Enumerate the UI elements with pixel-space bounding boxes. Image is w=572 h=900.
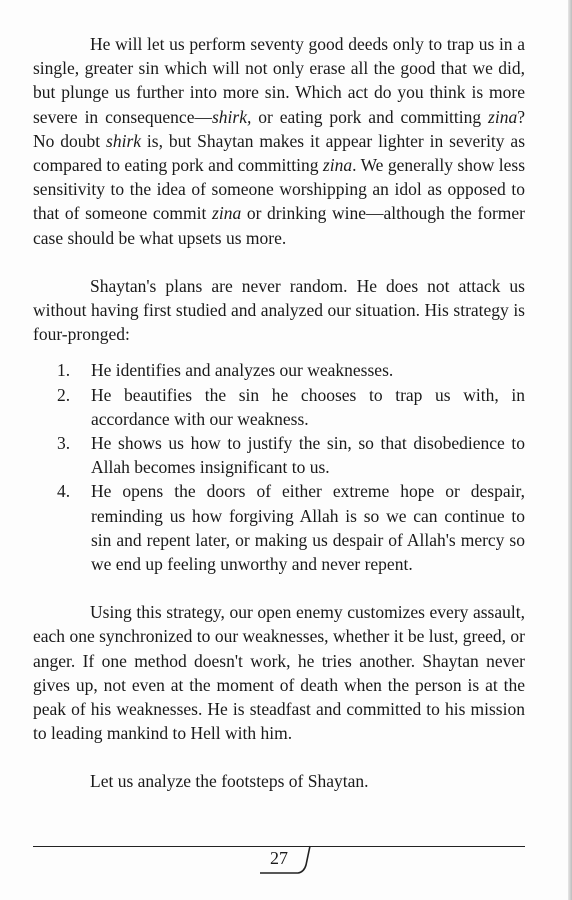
page-edge-shadow	[568, 0, 572, 900]
body-text	[33, 32, 525, 794]
list-text: He identifies and analyzes our weaknesses.	[91, 360, 394, 381]
text-run: . We generally show less sensitivity to the idea of someone worshipping an idol as opposed to that of someone commit	[33, 155, 526, 224]
italic-term: shirk	[106, 130, 142, 151]
list-item	[33, 383, 525, 431]
text-run: He will let us perform seventy good deeds only to trap us in a single, greater sin which will not only erase all the good that we did, but plunge us further into more sin. Which act do you think is more severe in consequence—	[33, 34, 525, 127]
list-text: He shows us how to justify the sin, so that disobedience to Allah becomes insignificant to us.	[91, 433, 525, 478]
list-text: He opens the doors of either extreme hope or despair, reminding us how forgiving Allah is so we can continue to sin and repent later, or making us despair of Allah's mercy so we end up feeling unworthy and never repent.	[91, 481, 525, 575]
italic-term: zina	[488, 106, 518, 127]
list-number: 2.	[57, 384, 71, 405]
strategy-list	[33, 358, 525, 576]
list-number: 3.	[57, 433, 71, 454]
text-run: ? No doubt	[33, 106, 525, 151]
text-run: or drinking wine—although the former case should be what upsets us more.	[33, 203, 525, 248]
italic-term: zina	[212, 203, 242, 224]
italic-term: shirk,	[211, 106, 252, 127]
text-run: or eating pork and committing	[251, 106, 489, 127]
list-number: 4.	[57, 481, 71, 502]
list-item	[33, 431, 525, 479]
list-item	[33, 479, 525, 576]
list-text: He beautifies the sin he chooses to trap us with, in accordance with our weakness.	[91, 384, 525, 429]
paragraph-1	[33, 32, 525, 250]
paragraph-2: Shaytan's plans are never random. He does not attack us without having first studied and analyzed our situation. His strategy is four-pronged:	[33, 275, 525, 345]
text-run: is, but Shaytan makes it appear lighter in severity as compared to eating pork and committing	[33, 130, 526, 176]
paragraph-3: Using this strategy, our open enemy customizes every assault, each one synchronized to our weaknesses, whether it be lust, greed, or anger. If one method doesn't work, he tries another. Shaytan never gives up, not even at the moment of death when the person is at the peak of his weaknesses. He is steadfast and committed to his mission to leading mankind to Hell with him.	[33, 602, 525, 744]
list-number: 1.	[57, 360, 71, 381]
page-number: 27	[270, 848, 288, 868]
list-item	[33, 358, 525, 382]
italic-term: zina	[322, 155, 353, 176]
paragraph-4: Let us analyze the footsteps of Shaytan.	[90, 771, 369, 792]
